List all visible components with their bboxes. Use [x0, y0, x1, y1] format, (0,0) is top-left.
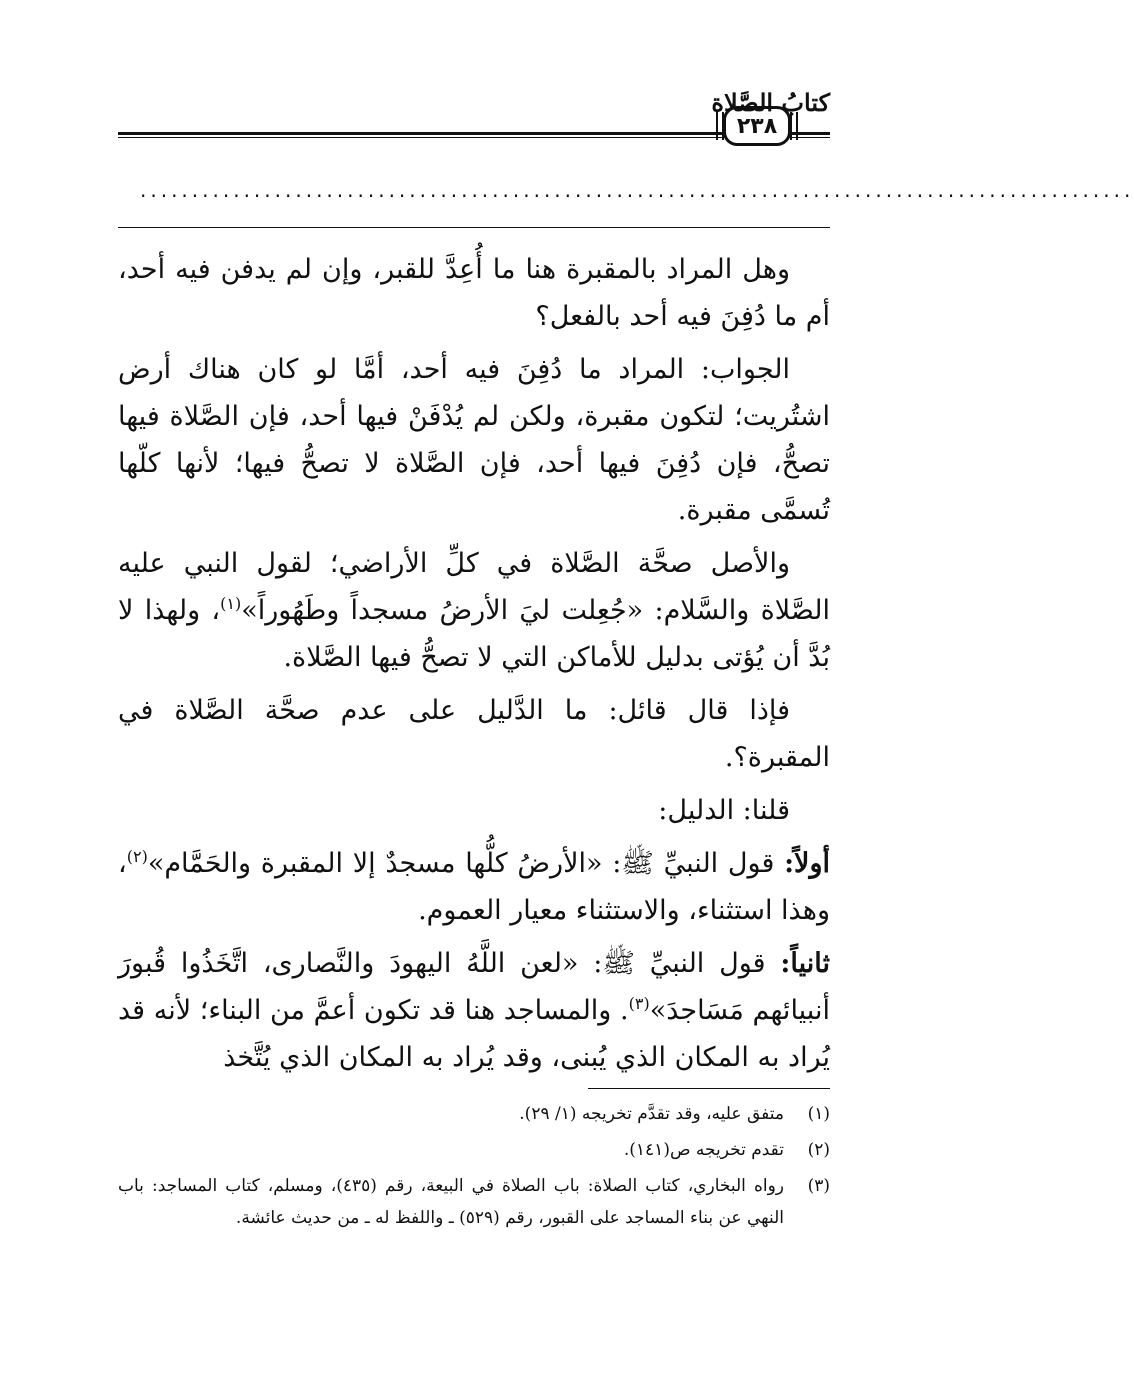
footnote-3 — [118, 1170, 830, 1234]
paragraph-6-text-a: قول النبيِّ ﷺ: «الأرضُ كلُّها مسجدٌ إلا المقبرة والحَمَّام» — [147, 848, 785, 879]
page-header — [118, 86, 830, 156]
paragraph-2: الجواب: المراد ما دُفِنَ فيه أحد، أمَّا لو كان هناك أرض اشتُريت؛ لتكون مقبرة، ولكن لم يُدْفَنْ فيها أحد، فإن الصَّلاة فيها تصحُّ، فإن دُفِنَ فيها أحد، فإن الصَّلاة لا تصحُّ فيها؛ لأنها كلّها تُسمَّى مقبرة. — [118, 354, 830, 526]
paragraph-6 — [118, 840, 830, 934]
paragraph-3-text-a: والأصل صحَّة الصَّلاة في كلِّ الأراضي؛ لقول النبي عليه الصَّلاة والسَّلام: «جُعِلت ليَ الأرضُ مسجداً وطَهُوراً» — [118, 548, 830, 626]
ellipsis-line: ................................................................................................ — [140, 178, 1134, 202]
footnote-separator — [588, 1088, 830, 1089]
paragraph-6-lead: أولاً: — [784, 848, 830, 879]
paragraph-3 — [118, 540, 830, 681]
paragraph-1: وهل المراد بالمقبرة هنا ما أُعِدَّ للقبر، وإن لم يدفن فيه أحد، أم ما دُفِنَ فيه أحد بالفعل؟ — [118, 254, 830, 332]
paragraph-7-lead: ثانياً: — [780, 948, 830, 979]
top-separator — [118, 227, 830, 228]
paragraph-7-text-a: قول النبيِّ ﷺ: «لعن اللَّهُ اليهودَ والنَّصارى، اتَّخَذُوا قُبورَ أنبيائهم مَسَاجدَ» — [118, 948, 830, 1026]
footnote-1 — [118, 1098, 830, 1130]
page-number: ٢٣٨ — [723, 106, 791, 146]
paragraph-4: فإذا قال قائل: ما الدَّليل على عدم صحَّة الصَّلاة في المقبرة؟. — [118, 695, 830, 773]
footnote-text: رواه البخاري، كتاب الصلاة: باب الصلاة في البيعة، رقم (٤٣٥)، ومسلم، كتاب المساجد: باب النهي عن بناء المساجد على القبور، رقم (٥٢٩) ـ واللفظ له ـ من حديث عائشة. — [118, 1176, 784, 1228]
main-text — [118, 246, 830, 1087]
footnote-number: (٢) — [807, 1140, 830, 1160]
paragraph-7-text-b: . والمساجد هنا قد تكون أعمَّ من البناء؛ لأنه قد يُراد به المكان الذي يُبنى، وقد يُراد به المكان الذي يُتَّخذ — [118, 995, 830, 1073]
footnote-ref-3: (٣) — [628, 994, 650, 1013]
footnote-text: تقدم تخريجه ص(١٤١). — [623, 1140, 784, 1160]
footnote-number: (٣) — [807, 1176, 830, 1196]
book-title: كتابُ الصَّلاة — [711, 88, 830, 117]
footnote-number: (١) — [807, 1104, 830, 1124]
paragraph-3-text-b: ، ولهذا لا بُدَّ أن يُؤتى بدليل للأماكن التي لا تصحُّ فيها الصَّلاة. — [118, 595, 830, 673]
footnote-ref-2: (٢) — [126, 847, 148, 866]
footnotes — [118, 1098, 830, 1238]
footnote-2 — [118, 1134, 830, 1166]
paragraph-7 — [118, 940, 830, 1081]
paragraph-5: قلنا: الدليل: — [658, 795, 790, 826]
paragraph-6-text-b: ، وهذا استثناء، والاستثناء معيار العموم. — [118, 848, 830, 926]
footnote-ref-1: (١) — [220, 594, 242, 613]
footnote-text: متفق عليه، وقد تقدَّم تخريجه (١/ ٢٩). — [519, 1104, 784, 1124]
